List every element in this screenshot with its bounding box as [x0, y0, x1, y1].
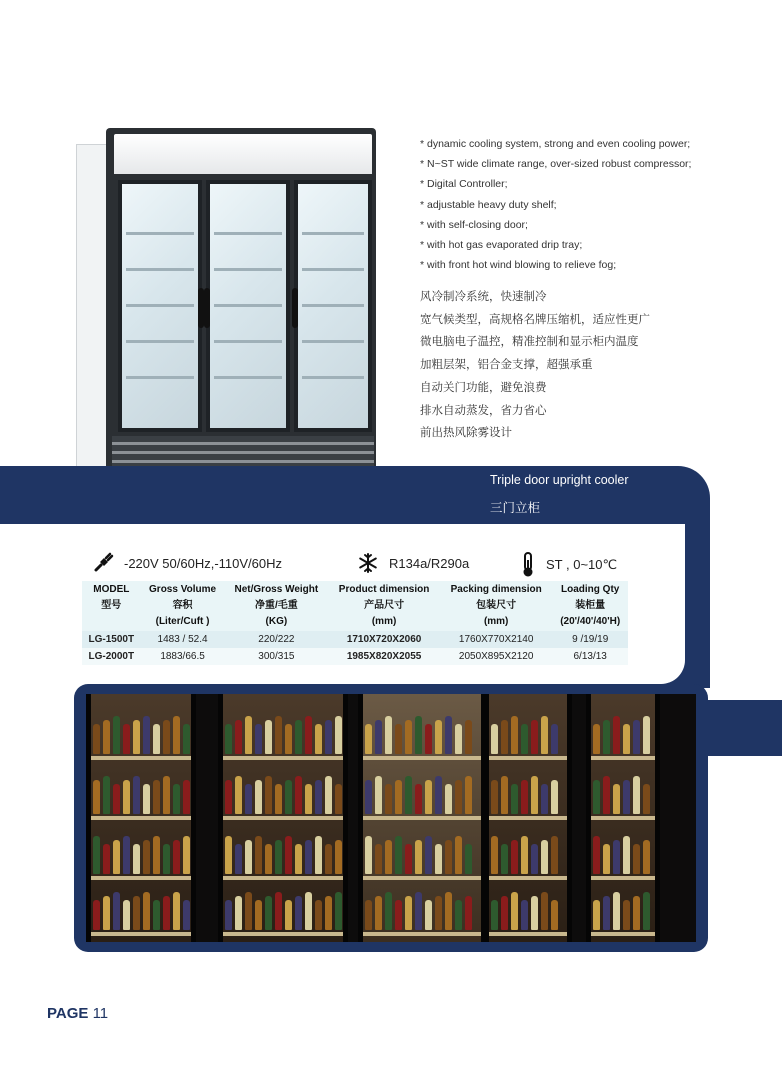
bottle [415, 716, 422, 754]
bottle [385, 892, 392, 930]
bottle [603, 844, 610, 874]
bottle [275, 892, 282, 930]
bottle-row [489, 834, 567, 874]
feature-line-zh: 自动关门功能，避免浪费 [420, 379, 547, 394]
fridge-door-left [118, 180, 202, 432]
bottle [265, 720, 272, 754]
table-header-row [82, 581, 628, 631]
feature-line-zh: 加粗层架，铝合金支撑，超强承重 [420, 357, 593, 372]
plug-icon [92, 552, 114, 574]
bottle-row [223, 774, 343, 814]
bottle [305, 892, 312, 930]
bottle [445, 784, 452, 814]
bottle [235, 896, 242, 930]
table-cell: 300/315 [225, 648, 329, 665]
bottle [501, 896, 508, 930]
bottle [395, 780, 402, 814]
bottle [295, 776, 302, 814]
bottle [365, 836, 372, 874]
bottle [153, 836, 160, 874]
bottle [315, 724, 322, 754]
photo-shelf [489, 756, 567, 760]
feature-line: * with hot gas evaporated drip tray; [420, 239, 583, 252]
bottle [265, 896, 272, 930]
bottle [385, 840, 392, 874]
bottle [623, 900, 630, 930]
bottle [541, 784, 548, 814]
bottle [153, 724, 160, 754]
bottle [541, 840, 548, 874]
bottle [425, 724, 432, 754]
bottle [365, 900, 372, 930]
fridge-header-panel [112, 132, 374, 176]
bottle [593, 900, 600, 930]
bottle [93, 900, 100, 930]
table-cell: 1483 / 52.4 [141, 631, 225, 648]
bottle [633, 776, 640, 814]
header-packing-dimension: Packing dimension 包装尺寸 (mm) [450, 584, 542, 627]
bottle [531, 776, 538, 814]
bottle [435, 776, 442, 814]
bottle [435, 896, 442, 930]
bottle [603, 896, 610, 930]
bottle [123, 780, 130, 814]
bottle [511, 716, 518, 754]
bottle-row [489, 774, 567, 814]
bottle [425, 836, 432, 874]
photo-shelf [591, 876, 655, 880]
photo-shelf [91, 932, 191, 936]
bottle [455, 900, 462, 930]
bottle-row [591, 714, 655, 754]
photo-shelf [363, 876, 481, 880]
photo-shelf [91, 876, 191, 880]
bottle [521, 780, 528, 814]
bottle [255, 780, 262, 814]
bottle [113, 892, 120, 930]
bottle [93, 780, 100, 814]
bottle [531, 844, 538, 874]
photo-shelf [91, 816, 191, 820]
feature-line: * dynamic cooling system, strong and even cooling power; [420, 138, 691, 150]
bottle [143, 840, 150, 874]
bottle [335, 840, 342, 874]
bottle [385, 716, 392, 754]
photo-door [358, 694, 486, 942]
bottle [235, 776, 242, 814]
bottle [133, 896, 140, 930]
bottle-row [363, 890, 481, 930]
photo-door [484, 694, 572, 942]
spec-table [82, 581, 628, 665]
bottle [173, 784, 180, 814]
bottle [265, 776, 272, 814]
bottle [225, 724, 232, 754]
bottle [593, 836, 600, 874]
table-cell: LG-2000T [82, 648, 141, 665]
bottle [285, 836, 292, 874]
spec-power-text: -220V 50/60Hz,-110V/60Hz [124, 555, 283, 571]
bottle [285, 724, 292, 754]
photo-shelf [591, 932, 655, 936]
bottle [511, 784, 518, 814]
bottle [551, 780, 558, 814]
feature-line-zh: 前出热风除雾设计 [420, 425, 512, 440]
bottle [173, 892, 180, 930]
bottle [365, 724, 372, 754]
table-cell: 9 /19/19 [552, 631, 628, 648]
bottle [245, 892, 252, 930]
bottle [633, 844, 640, 874]
bottle [143, 716, 150, 754]
bottle [183, 780, 190, 814]
bottle [295, 896, 302, 930]
bottle [255, 724, 262, 754]
bottle [511, 892, 518, 930]
bottle [633, 896, 640, 930]
cooler-photo-image [86, 694, 696, 942]
bottle-row [91, 890, 191, 930]
product-title-en: Triple door upright cooler [490, 473, 629, 487]
bottle [603, 720, 610, 754]
bottle-row [591, 890, 655, 930]
photo-shelf [591, 756, 655, 760]
bottle [255, 836, 262, 874]
photo-shelf [223, 932, 343, 936]
bottle [375, 844, 382, 874]
spec-refrigerant [357, 552, 469, 574]
bottle [235, 844, 242, 874]
bottle [491, 724, 498, 754]
bottle [613, 784, 620, 814]
bottle [225, 780, 232, 814]
bottle [285, 780, 292, 814]
photo-shelf [489, 876, 567, 880]
page-number-value: 11 [92, 1005, 109, 1022]
bottle [183, 836, 190, 874]
bottle [123, 724, 130, 754]
bottle [315, 836, 322, 874]
bottle [593, 724, 600, 754]
bottle [623, 780, 630, 814]
photo-shelf [223, 816, 343, 820]
bottle [285, 900, 292, 930]
bottle [113, 784, 120, 814]
bottle [613, 892, 620, 930]
door-handle [204, 288, 210, 328]
bottle [501, 720, 508, 754]
bottle [465, 844, 472, 874]
photo-door [218, 694, 348, 942]
photo-shelf [363, 816, 481, 820]
features-chinese [420, 285, 740, 444]
spec-temperature [520, 552, 617, 578]
header-product-dimension: Product dimension 产品尺寸 (mm) [338, 584, 430, 627]
bottle [123, 900, 130, 930]
header-volume: Gross Volume 容积 (Liter/Cuft ) [149, 584, 217, 627]
bottle [163, 844, 170, 874]
bottle [551, 900, 558, 930]
bottle [491, 836, 498, 874]
bottle [521, 900, 528, 930]
bottle [425, 900, 432, 930]
bottle [163, 720, 170, 754]
bottle-row [489, 890, 567, 930]
navy-band-right [700, 700, 782, 756]
bottle [335, 784, 342, 814]
bottle [395, 836, 402, 874]
snowflake-icon [357, 552, 379, 574]
bottle [113, 840, 120, 874]
feature-line-zh: 风冷制冷系统，快速制冷 [420, 289, 547, 303]
feature-line: * N~ST wide climate range, over-sized robust compressor; [420, 158, 692, 171]
bottle [245, 840, 252, 874]
bottle [541, 892, 548, 930]
bottle [325, 720, 332, 754]
bottle [445, 840, 452, 874]
product-title-zh: 三门立柜 [490, 500, 541, 515]
bottle [541, 716, 548, 754]
table-cell: LG-1500T [82, 631, 141, 648]
bottle [551, 724, 558, 754]
bottle [93, 836, 100, 874]
bottle [633, 720, 640, 754]
bottle [133, 720, 140, 754]
table-cell: 6/13/13 [552, 648, 628, 665]
bottle [375, 720, 382, 754]
bottle-row [223, 890, 343, 930]
bottle [143, 784, 150, 814]
bottle [305, 716, 312, 754]
bottle [103, 720, 110, 754]
photo-shelf [363, 932, 481, 936]
bottle [405, 896, 412, 930]
header-weight: Net/Gross Weight 净重/毛重 (KG) [234, 584, 319, 627]
thermometer-icon [520, 552, 536, 578]
bottle [143, 892, 150, 930]
bottle-row [591, 834, 655, 874]
bottle-row [223, 714, 343, 754]
bottle [275, 716, 282, 754]
bottle [163, 776, 170, 814]
photo-shelf [591, 816, 655, 820]
bottle [415, 784, 422, 814]
bottle-row [91, 774, 191, 814]
table-cell: 2050X895X2120 [440, 648, 552, 665]
fridge-door-middle [206, 180, 290, 432]
bottle [103, 844, 110, 874]
photo-shelf [223, 756, 343, 760]
bottle [465, 896, 472, 930]
spec-power [92, 552, 282, 574]
photo-shelf [363, 756, 481, 760]
bottle-row [591, 774, 655, 814]
bottle [335, 716, 342, 754]
photo-shelf [489, 816, 567, 820]
bottle [385, 784, 392, 814]
bottle [445, 892, 452, 930]
page-number [47, 1005, 108, 1022]
bottle [275, 840, 282, 874]
page-label: PAGE [47, 1005, 89, 1022]
table-cell: 1710X720X2060 [328, 631, 440, 648]
bottle [133, 776, 140, 814]
bottle [183, 900, 190, 930]
bottle [405, 776, 412, 814]
bottle [235, 720, 242, 754]
bottle [103, 776, 110, 814]
bottle [531, 896, 538, 930]
fridge-door-right [294, 180, 372, 432]
bottle [455, 780, 462, 814]
table-cell: 1760X770X2140 [440, 631, 552, 648]
feature-line: * with self-closing door; [420, 218, 528, 231]
bottle [521, 724, 528, 754]
photo-shelf [223, 876, 343, 880]
bottle [593, 780, 600, 814]
fridge-illustration [76, 128, 376, 508]
feature-line-zh: 微电脑电子温控，精准控制和显示柜内温度 [420, 334, 639, 349]
bottle [643, 784, 650, 814]
bottle [395, 724, 402, 754]
bottle [123, 836, 130, 874]
feature-line: * with front hot wind blowing to relieve fog; [420, 259, 617, 272]
bottle [511, 840, 518, 874]
bottle [275, 784, 282, 814]
bottle [405, 720, 412, 754]
bottle [315, 900, 322, 930]
features-english [420, 134, 760, 275]
bottle [225, 900, 232, 930]
bottle-row [91, 834, 191, 874]
bottle [133, 844, 140, 874]
bottle [153, 900, 160, 930]
bottle [425, 780, 432, 814]
spec-refrigerant-text: R134a/R290a [389, 555, 470, 571]
bottle [415, 892, 422, 930]
bottle [613, 840, 620, 874]
bottle [643, 716, 650, 754]
bottle [305, 840, 312, 874]
bottle-row [223, 834, 343, 874]
bottle [173, 716, 180, 754]
bottle [295, 844, 302, 874]
feature-line-zh: 宽气候类型，高规格名牌压缩机，适应性更广 [420, 311, 650, 326]
bottle [325, 776, 332, 814]
bottle [365, 780, 372, 814]
table-cell: 220/222 [225, 631, 329, 648]
table-cell: 1883/66.5 [141, 648, 225, 665]
bottle [113, 716, 120, 754]
bottle [465, 776, 472, 814]
bottle [445, 716, 452, 754]
bottle [325, 896, 332, 930]
photo-shelf [489, 932, 567, 936]
bottle [163, 896, 170, 930]
header-loading-qty: Loading Qty 装柜量 (20'/40'/40'H) [560, 584, 621, 627]
bottle [103, 896, 110, 930]
bottle [405, 844, 412, 874]
bottle [245, 784, 252, 814]
bottle [415, 840, 422, 874]
bottle [491, 900, 498, 930]
bottle [603, 776, 610, 814]
cooler-photo [74, 684, 708, 952]
bottle [613, 716, 620, 754]
photo-shelf [91, 756, 191, 760]
bottle [501, 776, 508, 814]
bottle [501, 844, 508, 874]
header-model: MODEL 型号 [93, 584, 130, 611]
bottle [225, 836, 232, 874]
bottle [455, 724, 462, 754]
bottle [521, 836, 528, 874]
bottle [315, 780, 322, 814]
bottle [305, 784, 312, 814]
bottle [153, 780, 160, 814]
bottle-row [91, 714, 191, 754]
bottle [435, 720, 442, 754]
bottle [551, 836, 558, 874]
bottle-row [363, 774, 481, 814]
bottle [491, 780, 498, 814]
bottle [265, 844, 272, 874]
feature-line: * adjustable heavy duty shelf; [420, 198, 557, 211]
bottle [375, 776, 382, 814]
bottle-row [363, 834, 481, 874]
feature-line-zh: 排水自动蒸发，省力省心 [420, 402, 547, 417]
bottle [455, 836, 462, 874]
bottle-row [363, 714, 481, 754]
bottle [643, 840, 650, 874]
bottle-row [489, 714, 567, 754]
bottle [325, 844, 332, 874]
photo-door [586, 694, 660, 942]
bottle [245, 716, 252, 754]
bottle [255, 900, 262, 930]
photo-door [86, 694, 196, 942]
bottle [335, 892, 342, 930]
bottle [173, 840, 180, 874]
door-handle [292, 288, 298, 328]
bottle [623, 724, 630, 754]
bottle [93, 724, 100, 754]
bottle [183, 724, 190, 754]
table-row [82, 648, 628, 665]
bottle [375, 896, 382, 930]
bottle [623, 836, 630, 874]
bottle [295, 720, 302, 754]
bottle [465, 720, 472, 754]
table-cell: 1985X820X2055 [328, 648, 440, 665]
bottle [395, 900, 402, 930]
bottle [643, 892, 650, 930]
table-row [82, 631, 628, 648]
bottle [531, 720, 538, 754]
spec-temperature-text: ST , 0~10℃ [546, 557, 618, 572]
bottle [435, 844, 442, 874]
feature-line: * Digital Controller; [420, 178, 508, 191]
